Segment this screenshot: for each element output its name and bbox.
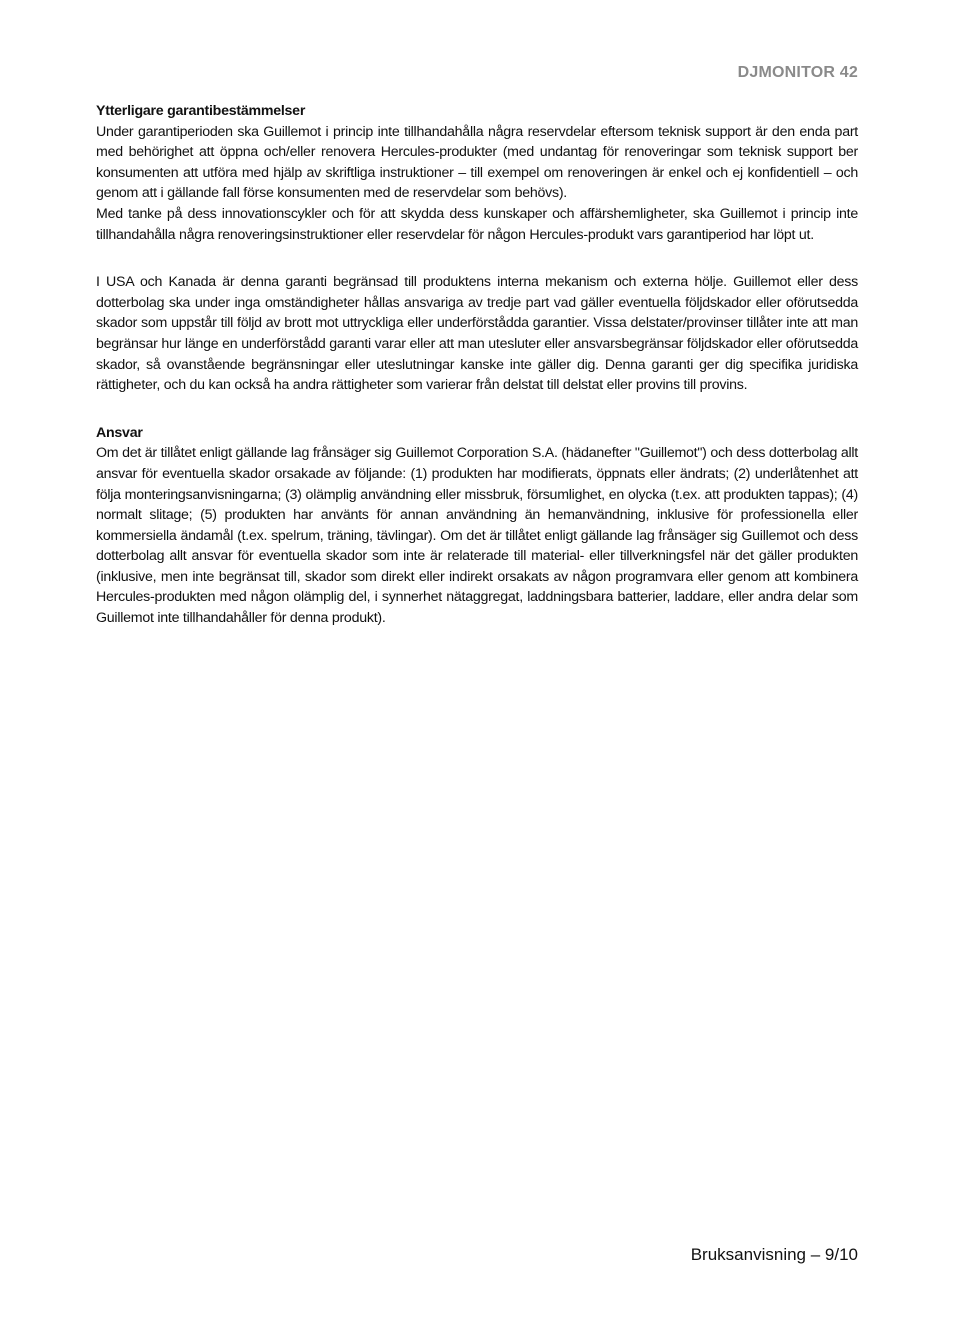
product-title: DJMONITOR 42 xyxy=(737,64,858,81)
section-spacer xyxy=(96,245,858,272)
section-spacer xyxy=(96,396,858,423)
warranty-paragraph-1: Under garantiperioden ska Guillemot i princip inte tillhandahålla några reservdelar eftersom teknisk support är den enda part med behörighet att öppna och/eller renovera Hercules-produkter (med undantag för renoveringar som teknisk support ber konsumenten att utföra med hjälp av skriftliga instruktioner – till exempel om renoveringen är enkel och ej konfidentiell – och genom att i gällande fall förse konsumenten med de reservdelar som behövs). xyxy=(96,123,858,202)
liability-paragraph: Om det är tillåtet enligt gällande lag frånsäger sig Guillemot Corporation S.A. (hädanefter "Guillemot") och dess dotterbolag allt ansvar för eventuella skador orsakade av följande: (1) produkten har modifierats, öppnats eller ändrats; (2) underlåtenhet att följa monteringsanvisningarna; (3) olämplig användning eller missbruk, försumlighet, en olycka (t.ex. att produkten tappas); (4) normalt slitage; (5) produkten har använts för annan användning än hemanvändning, inklusive för professionella eller kommersiella ändamål (t.ex. spelrum, träning, tävlingar). Om det är tillåtet enligt gällande lag frånsäger sig Guillemot och dess dotterbolag allt ansvar för eventuella skador som inte är relaterade till material- eller tillverkningsfel när det gäller produkten (inklusive, men inte begränsat till, skador som direkt eller indirekt orsakats av någon programvara eller genom att kombinera Hercules-produkten med någon olämplig del, i synnerhet nätaggregat, laddningsbara batterier, laddare, eller andra delar som Guillemot inte tillhandahåller för denna produkt). xyxy=(96,445,858,627)
warranty-paragraph-2: Med tanke på dess innovationscykler och för att skydda dess kunskaper och affärshemligheter, ska Guillemot i princip inte tillhandahålla några renoveringsinstruktioner eller reservdelar för någon Hercules-produkt vars garantiperiod har löpt ut. xyxy=(96,205,858,243)
page-footer: Bruksanvisning – 9/10 xyxy=(690,1245,858,1264)
warranty-heading: Ytterligare garantibestämmelser xyxy=(96,103,306,119)
document-body xyxy=(96,101,858,629)
usa-canada-paragraph: I USA och Kanada är denna garanti begränsad till produktens interna mekanism och externa hölje. Guillemot eller dess dotterbolag ska under inga omständigheter hållas ansvariga av tredje part vad gäller eventuella följdskador eller oförutsedda skador som uppstår till följd av brott mot uttryckliga eller underförstådda garantier. Vissa delstater/provinser tillåter inte att man begränsar hur länge en underförstådd garanti varar eller att man utesluter eller ansvarsbegränsar följdskador eller oförutsedda skador, så ovanstående begränsningar eller uteslutningar kanske inte gäller dig. Denna garanti ger dig specifika juridiska rättigheter, och du kan också ha andra rättigheter som varierar från delstat till delstat eller provins till provins. xyxy=(96,274,858,394)
liability-heading: Ansvar xyxy=(96,424,143,441)
